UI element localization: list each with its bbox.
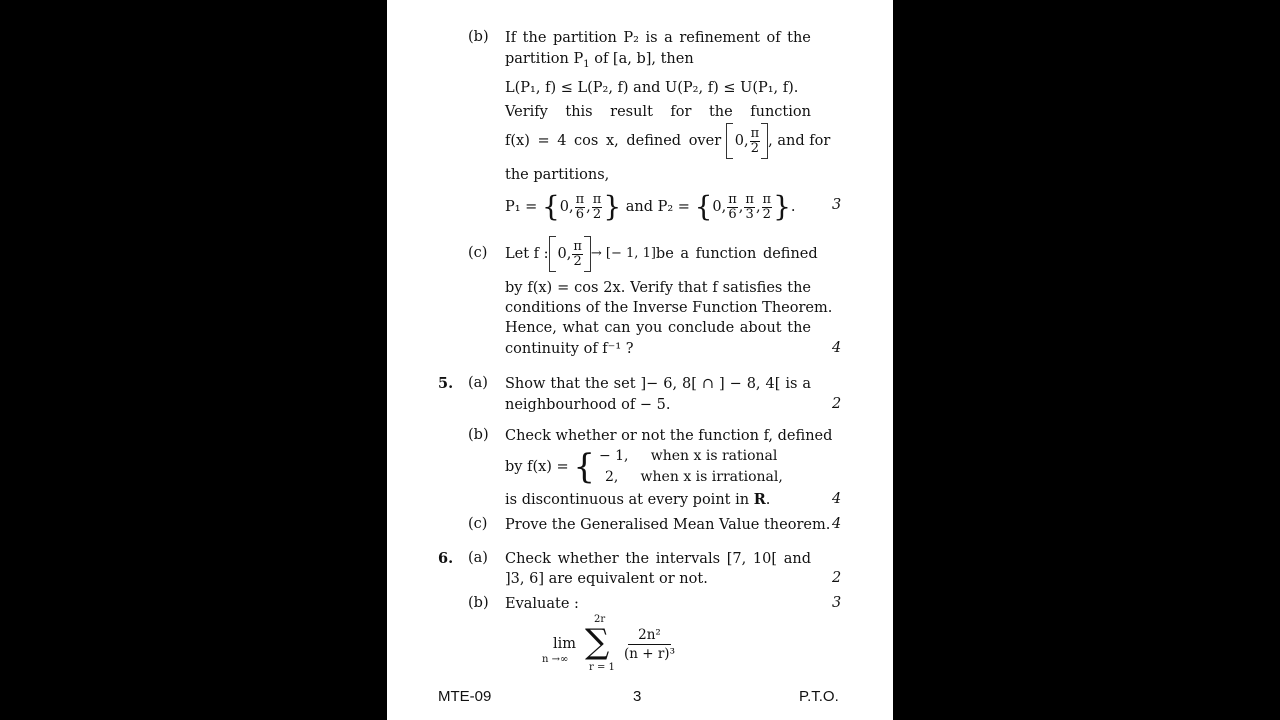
cases-block xyxy=(573,446,783,488)
q5c-label: (c) xyxy=(468,516,488,532)
word: a xyxy=(664,30,673,46)
q4b-partition-sets: P₁ = {0, $\frac{\pi}{6}$ , $\frac{\pi}{2}$ } and P₂ = {0, $\frac{\pi}{6}$ , $\frac{\pi}{3}$ , $\frac{\pi}{2}$ }. xyxy=(505,190,796,223)
q5a-marks: 2 xyxy=(832,396,842,412)
word: for xyxy=(670,104,692,120)
denominator: 2 xyxy=(592,206,602,222)
q5b-piecewise xyxy=(505,446,783,488)
text: and P₂ = xyxy=(625,199,690,215)
text: f(x) = 4 cos x, defined over xyxy=(505,133,722,149)
q5a-line2: neighbourhood of − 5. xyxy=(505,397,671,413)
q6a-line2: ]3, 6] are equivalent or not. xyxy=(505,571,708,587)
q5b-line3 xyxy=(505,491,770,509)
word: the xyxy=(708,104,733,120)
fraction xyxy=(727,193,738,222)
denominator: 6 xyxy=(575,206,585,222)
q4b-line1 xyxy=(505,29,811,47)
brace-close: } xyxy=(603,190,622,223)
word: this xyxy=(565,104,593,120)
word: If xyxy=(505,30,517,46)
q4b-label: (b) xyxy=(468,29,489,45)
cases-rows xyxy=(599,446,783,488)
numerator: 2n² xyxy=(628,626,671,645)
brace-open: { xyxy=(541,190,560,223)
text: . xyxy=(765,492,771,508)
word: of xyxy=(766,30,781,46)
lim-subscript: n →∞ xyxy=(542,654,569,665)
brace-open: { xyxy=(694,190,713,223)
word: refinement xyxy=(679,30,760,46)
text: be a function defined xyxy=(655,246,818,262)
denominator: 2 xyxy=(762,206,771,222)
text: 0, xyxy=(734,133,749,149)
q4c-line3: conditions of the Inverse Function Theorem. xyxy=(505,300,833,316)
fraction xyxy=(762,193,773,222)
q4c-label: (c) xyxy=(468,245,488,261)
subscript: 1 xyxy=(583,58,590,70)
course-code: MTE-09 xyxy=(438,688,492,705)
numerator: π xyxy=(745,191,754,207)
denominator: 2 xyxy=(573,253,582,269)
q4c-marks: 4 xyxy=(832,340,842,356)
word: P₂ xyxy=(623,30,639,46)
text: P₁ = xyxy=(505,199,538,215)
lim-text: lim xyxy=(553,636,577,652)
numerator: π xyxy=(573,238,582,254)
text: → [− 1, 1] xyxy=(590,246,656,261)
fraction xyxy=(575,193,586,222)
pto-label: P.T.O. xyxy=(799,688,839,705)
denominator: 3 xyxy=(745,206,754,222)
brace-open: { xyxy=(573,447,595,487)
q5b-line1: Check whether or not the function f, defined xyxy=(505,428,833,444)
text: 0, xyxy=(712,199,727,215)
q6-number: 6. xyxy=(438,550,454,567)
q6b-marks: 3 xyxy=(832,595,842,611)
q5b-label: (b) xyxy=(468,427,489,443)
denominator: (n + r)³ xyxy=(624,646,675,662)
q6b-text: Evaluate : xyxy=(505,596,579,612)
q4c-line5: continuity of f⁻¹ ? xyxy=(505,341,634,357)
q4c-line4: Hence, what can you conclude about the xyxy=(505,320,811,336)
limit-expression xyxy=(539,614,689,676)
q4b-line2 xyxy=(505,50,694,68)
word: function xyxy=(750,104,811,120)
q5c-marks: 4 xyxy=(832,516,842,532)
q4b-inequality: L(P₁, f) ≤ L(P₂, f) and U(P₂, f) ≤ U(P₁, f). xyxy=(505,80,799,96)
word: is xyxy=(645,30,658,46)
sum-upper-limit: 2r xyxy=(594,614,606,625)
q4b-marks: 3 xyxy=(832,197,842,213)
brace-close: } xyxy=(773,190,791,223)
case-irrational: 2, when x is irrational, xyxy=(604,469,783,485)
left-bracket xyxy=(726,123,733,159)
word: partition xyxy=(552,30,617,46)
q4c-line1 xyxy=(505,235,818,273)
denominator: 2 xyxy=(750,140,759,156)
text: of [a, b], then xyxy=(589,51,694,67)
q5c-text: Prove the Generalised Mean Value theorem. xyxy=(505,517,831,533)
right-bracket xyxy=(584,236,591,272)
numerator: π xyxy=(762,191,772,207)
numerator: π xyxy=(750,125,760,141)
q6a-line1: Check whether the intervals [7, 10[ and xyxy=(505,551,811,567)
left-bracket xyxy=(549,236,556,272)
text: . xyxy=(790,199,796,215)
q6a-marks: 2 xyxy=(832,570,842,586)
q4b-fx-line xyxy=(505,122,830,160)
text: is discontinuous at every point in xyxy=(505,492,754,508)
q4b-partitions-label: the partitions, xyxy=(505,167,610,183)
fraction xyxy=(744,193,755,222)
interval-bracket xyxy=(726,122,768,160)
numerator: π xyxy=(575,191,585,207)
numerator: π xyxy=(728,191,737,207)
q6a-label: (a) xyxy=(468,550,488,566)
numerator: π xyxy=(592,191,602,207)
q5-number: 5. xyxy=(438,375,454,392)
sum-lower-limit: r = 1 xyxy=(589,662,615,673)
case-rational: − 1, when x is rational xyxy=(598,448,778,464)
text: Let f : xyxy=(505,246,549,262)
domain-bracket xyxy=(549,235,591,273)
text: 0, xyxy=(559,199,574,215)
fraction-pi-over-2 xyxy=(750,127,761,156)
exam-page xyxy=(387,0,893,720)
word: result xyxy=(610,104,653,120)
q5a-label: (a) xyxy=(468,375,488,391)
summand-fraction xyxy=(624,626,675,663)
q6b-label: (b) xyxy=(468,595,489,611)
word: the xyxy=(787,30,811,46)
real-numbers-symbol: R xyxy=(753,491,766,508)
denominator: 6 xyxy=(728,206,737,222)
fraction-pi-over-2 xyxy=(572,240,583,269)
sigma-symbol: ∑ xyxy=(585,622,610,662)
text: partition P xyxy=(505,51,584,67)
text: by f(x) = xyxy=(505,459,569,475)
q4c-line2: by f(x) = cos 2x. Verify that f satisfies the xyxy=(505,280,811,296)
page-number: 3 xyxy=(633,688,642,705)
word: Verify xyxy=(505,104,548,120)
q4b-verify-line xyxy=(505,103,811,121)
q5a-line1: Show that the set ]− 6, 8[ ∩ ] − 8, 4[ is a xyxy=(505,376,811,392)
q5b-marks: 4 xyxy=(832,491,842,507)
text: , and for xyxy=(768,133,831,149)
fraction xyxy=(592,193,603,222)
text: 0, xyxy=(557,246,572,262)
word: the xyxy=(522,30,547,46)
